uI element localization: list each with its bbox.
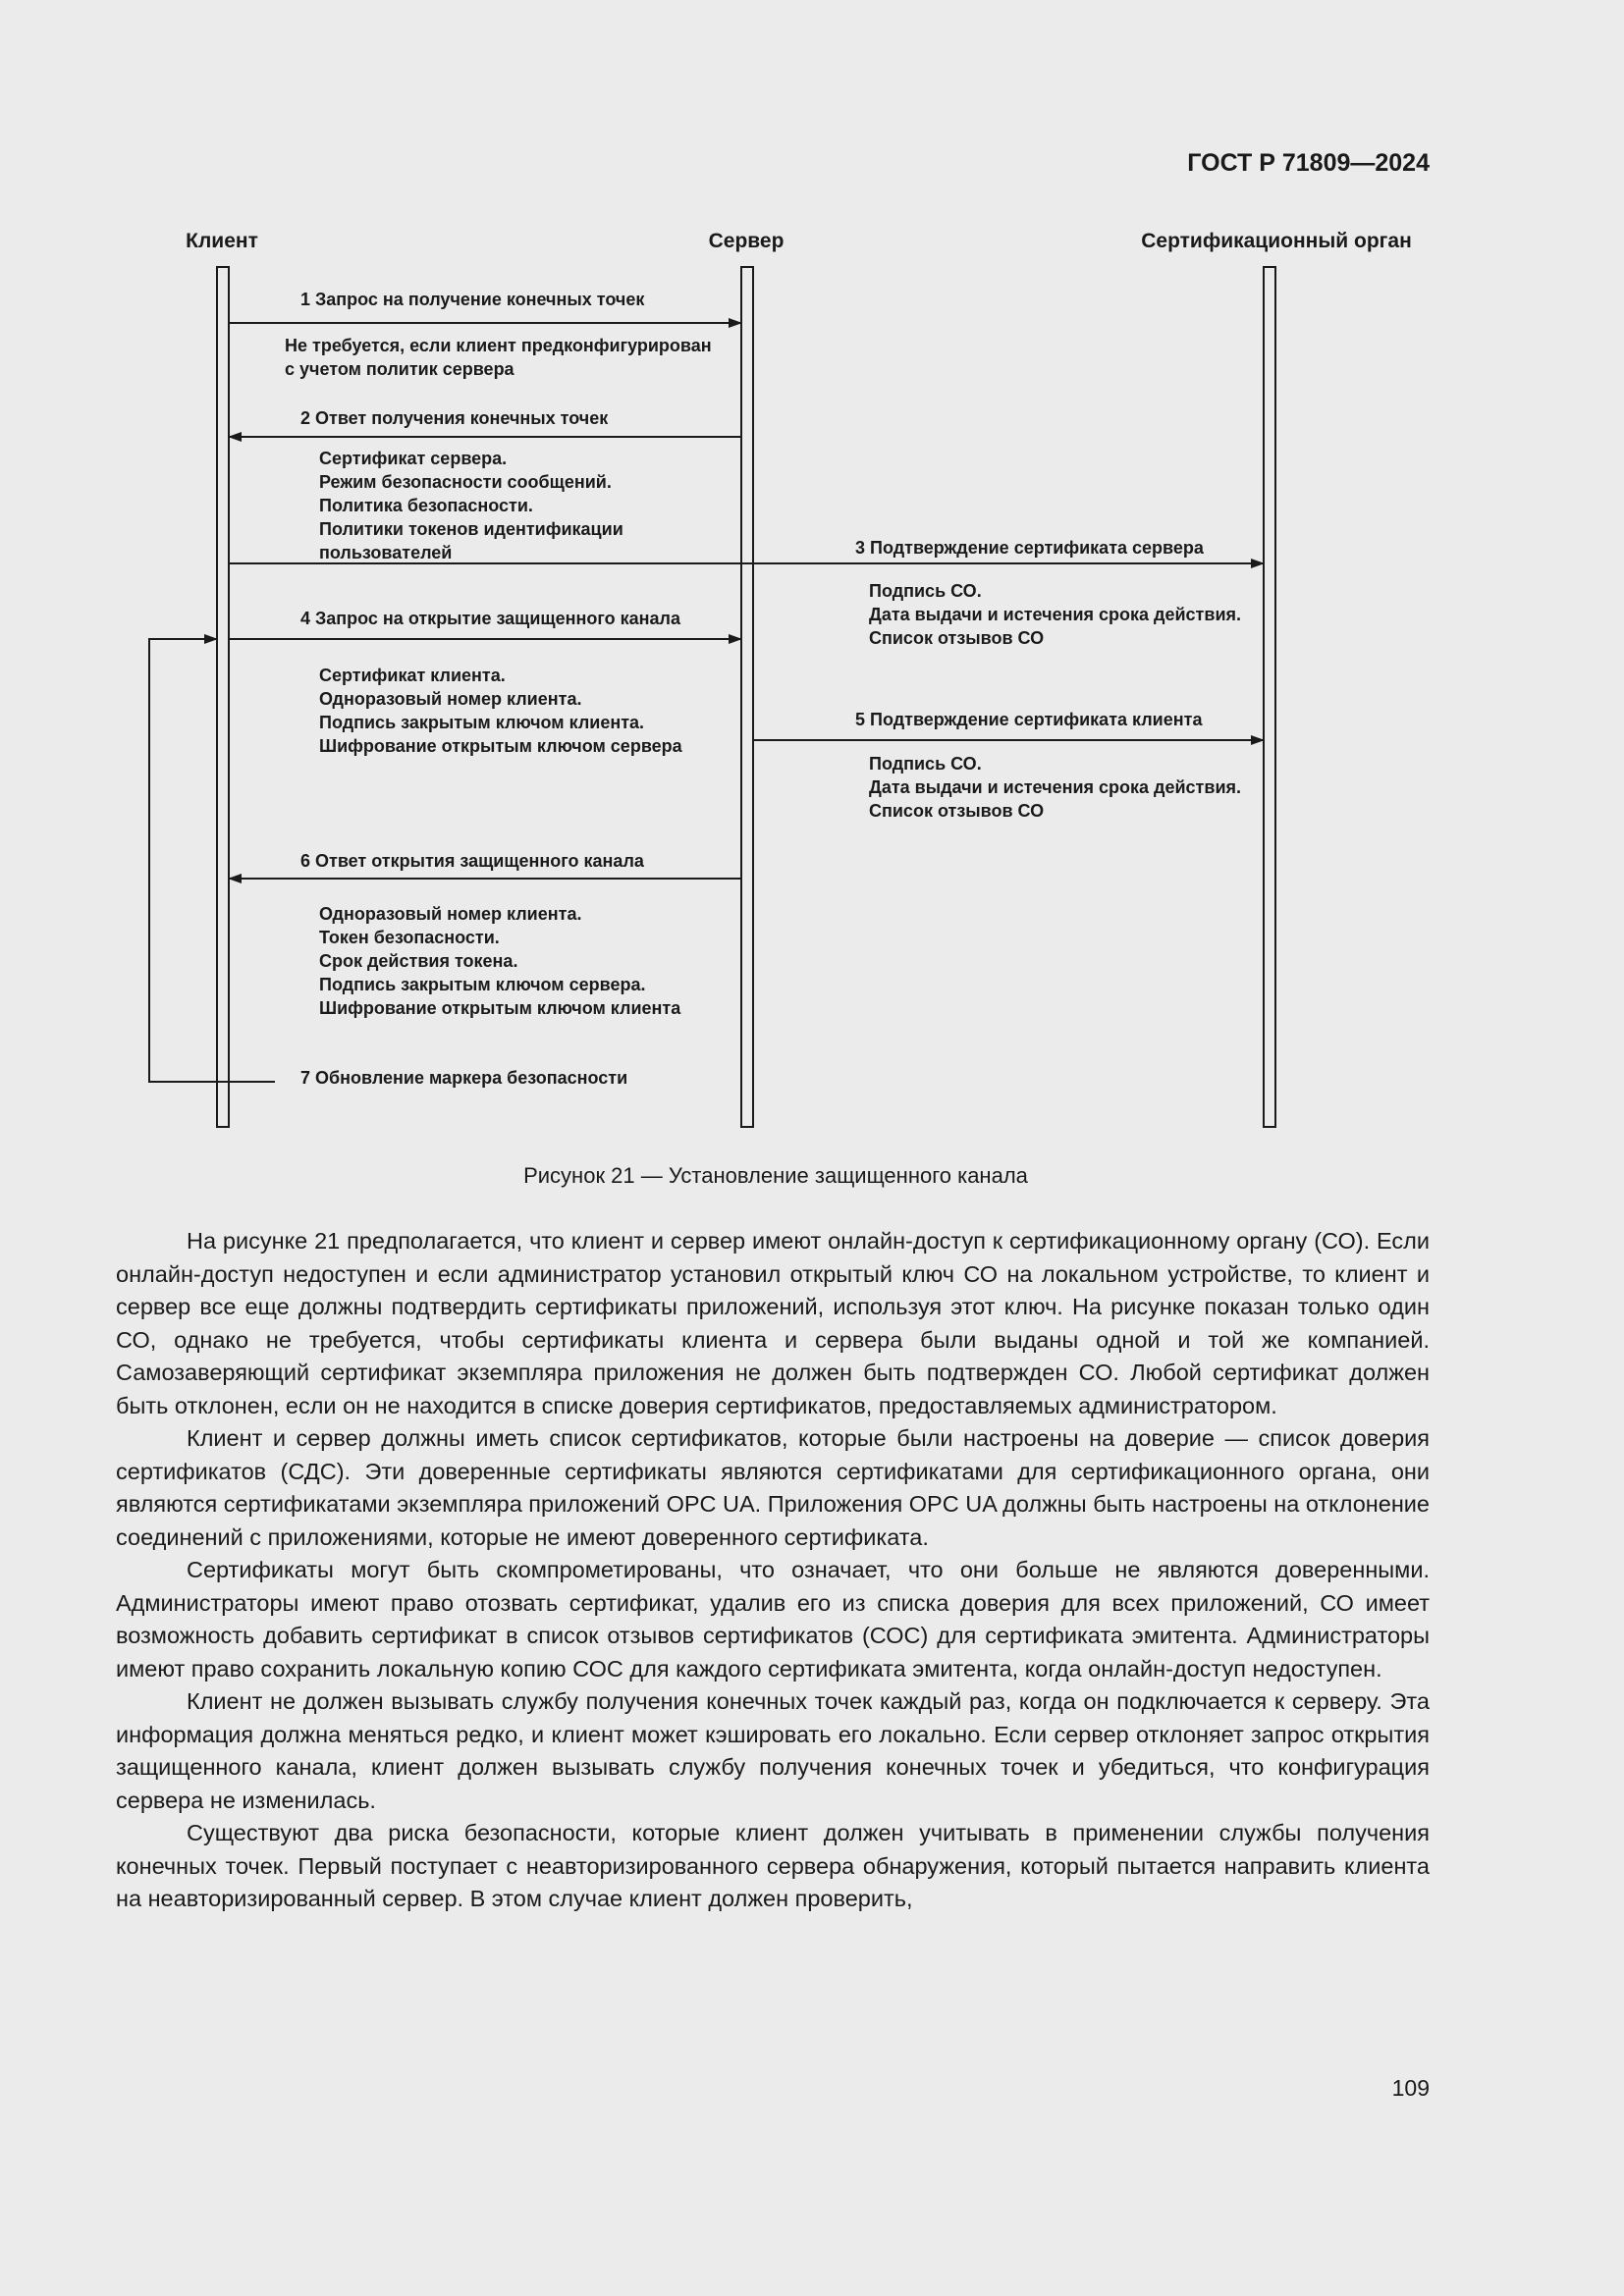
note-5 [869, 754, 1246, 821]
note-4-line: Одноразовый номер клиента. [319, 689, 582, 709]
page-number: 109 [1391, 2075, 1430, 2101]
note-3-line: Дата выдачи и истечения срока действия. [869, 605, 1242, 624]
note-2-line: Режим безопасности сообщений. [319, 472, 612, 492]
note-3-line: Подпись СО. [869, 581, 982, 601]
message-3-label: 3 Подтверждение сертификата сервера [855, 538, 1204, 558]
note-2 [319, 449, 628, 562]
message-7-loop [149, 639, 275, 1082]
note-3 [869, 581, 1246, 648]
note-3-line: Список отзывов СО [869, 628, 1045, 648]
note-1 [285, 336, 717, 379]
paragraph: На рисунке 21 предполагается, что клиент и сервер имеют онлайн-доступ к сертификационному органу (СО). Если онлайн-доступ недоступен и если администратор установил открытый ключ СО на локальном устройстве, то клиент и сервер все еще должны подтвердить сертификаты приложений, используя этот ключ. На рисунке показан только один СО, однако не требуется, чтобы сертификаты клиента и сервера были выданы одной и той же компанией. Самозаверяющий сертификат экземпляра приложения не должен быть подтвержден СО. Любой сертификат должен быть отклонен, если он не находится в списке доверия сертификатов, предоставляемых администратором. [116, 1228, 1430, 1418]
paragraph: Сертификаты могут быть скомпрометированы, что означает, что они больше не являются доверенными. Администраторы имеют право отозвать сертификат, удалив его из списка доверия для всех приложений, СО имеет возможность добавить сертификат в список отзывов сертификатов (СОС) для сертификата эмитента. Администраторы имеют право сохранить локальную копию СОС для каждого сертификата эмитента, когда онлайн-доступ недоступен. [116, 1557, 1430, 1682]
note-6-line: Токен безопасности. [319, 928, 500, 947]
note-6-line: Подпись закрытым ключом сервера. [319, 975, 646, 994]
lifeline-client [217, 267, 229, 1127]
note-1-line: Не требуется, если клиент предконфигурирован [285, 336, 712, 355]
paragraph: Клиент и сервер должны иметь список сертификатов, которые были настроены на доверие — список доверия сертификатов (СДС). Эти доверенные сертификаты являются сертификатами для сертификационного органа, они являются сертификатами экземпляра приложений OPC UA. Приложения OPC UA должны быть настроены на отклонение соединений с приложениями, которые не имеют доверенного сертификата. [116, 1425, 1430, 1550]
note-5-line: Список отзывов СО [869, 801, 1045, 821]
note-4-line: Шифрование открытым ключом сервера [319, 736, 682, 756]
note-4-line: Подпись закрытым ключом клиента. [319, 713, 645, 732]
note-1-line: с учетом политик сервера [285, 359, 514, 379]
lifeline-ca [1264, 267, 1275, 1127]
note-4 [319, 666, 683, 756]
message-1-label: 1 Запрос на получение конечных точек [300, 290, 645, 309]
message-7-label: 7 Обновление маркера безопасности [300, 1068, 628, 1088]
document-code: ГОСТ Р 71809—2024 [1187, 149, 1430, 177]
message-4-label: 4 Запрос на открытие защищенного канала [300, 609, 680, 628]
paragraph: Клиент не должен вызывать службу получения конечных точек каждый раз, когда он подключается к серверу. Эта информация должна меняться редко, и клиент может кэшировать его локально. Если сервер отклоняет запрос открытия защищенного канала, клиент должен вызывать службу получения конечных точек и убедиться, что конфигурация сервера не изменилась. [116, 1688, 1430, 1813]
note-2-line: Политика безопасности. [319, 496, 533, 515]
note-6-line: Срок действия токена. [319, 951, 518, 971]
actor-server-label: Сервер [708, 230, 785, 252]
note-2-line: Сертификат сервера. [319, 449, 508, 468]
note-2-line: пользователей [319, 543, 453, 562]
note-6 [319, 904, 681, 1018]
actor-client-label: Клиент [186, 230, 258, 252]
note-6-line: Одноразовый номер клиента. [319, 904, 582, 924]
message-2-label: 2 Ответ получения конечных точек [300, 408, 609, 428]
lifeline-server [741, 267, 753, 1127]
note-6-line: Шифрование открытым ключом клиента [319, 998, 681, 1018]
figure-caption: Рисунок 21 — Установление защищенного канала [523, 1163, 1028, 1188]
message-5-label: 5 Подтверждение сертификата клиента [855, 710, 1203, 729]
note-5-line: Дата выдачи и истечения срока действия. [869, 777, 1242, 797]
body-text [116, 1225, 1430, 1916]
note-4-line: Сертификат клиента. [319, 666, 506, 685]
note-2-line: Политики токенов идентификации [319, 519, 623, 539]
paragraph: Существуют два риска безопасности, которые клиент должен учитывать в применении службы получения конечных точек. Первый поступает с неавторизированного сервера обнаружения, который пытается направить клиента на неавторизированный сервер. В этом случае клиент должен проверить, [116, 1820, 1430, 1911]
note-5-line: Подпись СО. [869, 754, 982, 774]
message-6-label: 6 Ответ открытия защищенного канала [300, 851, 644, 871]
actor-ca-label: Сертификационный орган [1141, 230, 1412, 252]
